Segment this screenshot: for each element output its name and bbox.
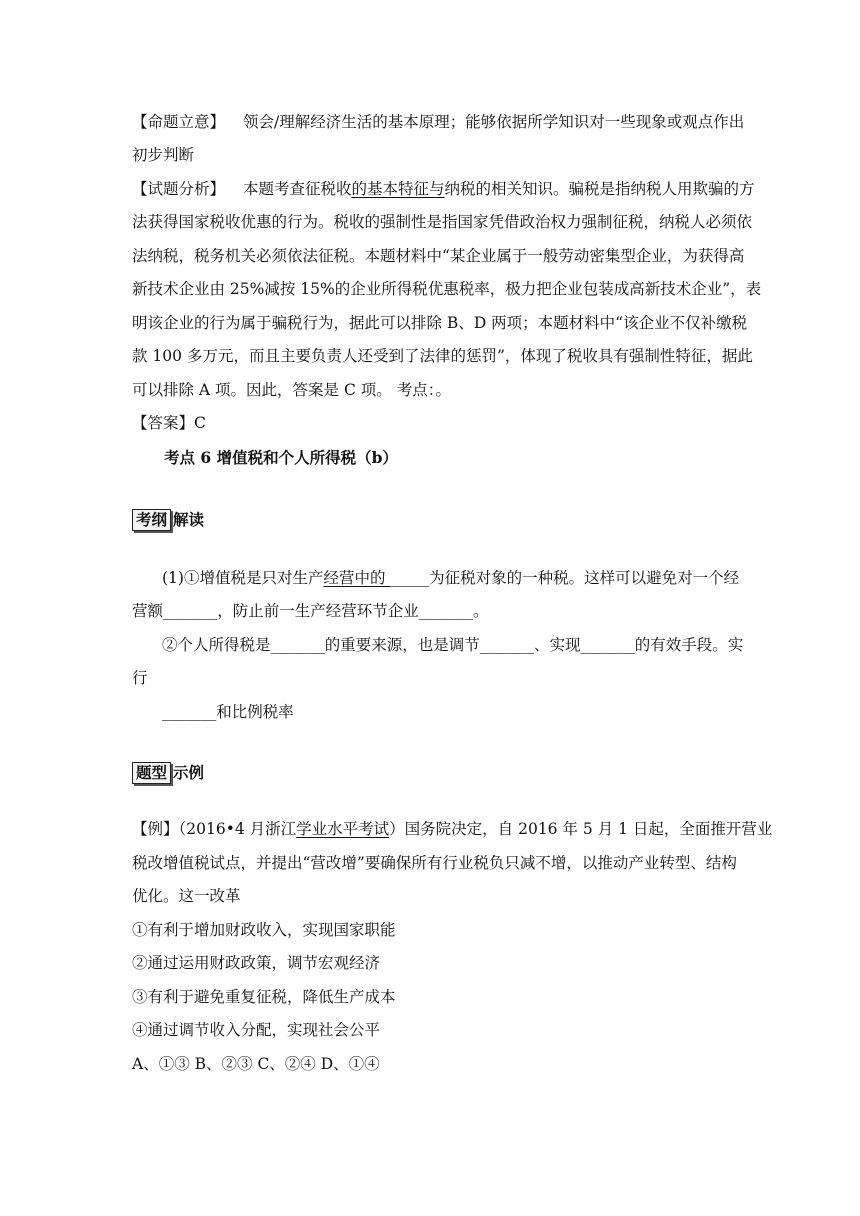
kaogang-line-4: 行 <box>132 669 148 687</box>
analysis-text-b: 纳税的相关知识。骗税是指纳税人用欺骗的方 <box>444 180 755 198</box>
analysis-line-2: 法获得国家税收优惠的行为。税收的强制性是指国家凭借政治权力强制征税，纳税人必须依 <box>132 213 753 231</box>
example-choices: A、①③ B、②③ C、②④ D、①④ <box>132 1055 380 1073</box>
analysis-line-6: 款 100 多万元，而且主要负责人还受到了法律的惩罚”，体现了税收具有强制性特征，据此 <box>132 347 753 365</box>
kaogang-line-3: ②个人所得税是_______的重要来源，也是调节_______、实现_______的有效手段。实 <box>162 636 744 654</box>
tixing-box-label: 题型 <box>132 762 171 784</box>
example-source-underlined: 学业水平考试 <box>296 820 390 838</box>
analysis-label: 【试题分析】 <box>132 180 226 198</box>
analysis-line-7: 可以排除 A 项。因此，答案是 C 项。 考点：。 <box>132 381 451 399</box>
example-option-4: ④通过调节收入分配，实现社会公平 <box>132 1021 381 1039</box>
kaogang-title <box>132 509 752 531</box>
kaogang-line-5: _______和比例税率 <box>162 703 294 721</box>
analysis-underlined: 的基本特征与 <box>351 180 445 198</box>
kaogang-line-2: 营额_______，防止前一生产经营环节企业_______。 <box>132 602 489 620</box>
kaogang-line-1 <box>162 568 782 588</box>
tixing-title-text: 示例 <box>173 763 205 782</box>
example-line-3: 优化。这一改革 <box>132 887 241 905</box>
example-option-1: ①有利于增加财政收入，实现国家职能 <box>132 921 396 939</box>
example-option-3: ③有利于避免重复征税，降低生产成本 <box>132 988 396 1006</box>
analysis-line-3: 法纳税，税务机关必须依法征税。本题材料中“某企业属于一般劳动密集型企业，为获得高 <box>132 247 745 265</box>
analysis-text-a: 本题考查征税收 <box>243 180 352 198</box>
example-source-b: ）国务院决定，自 2016 年 5 月 1 日起，全面推开营业 <box>389 820 773 838</box>
example-source-a: （2016•4 月浙江 <box>178 820 297 838</box>
intent-text: 领会/理解经济生活的基本原理；能够依据所学知识对一些现象或观点作出 <box>243 113 745 131</box>
kaogang-l1-a: (1)①增值税是只对生产 <box>162 569 324 587</box>
example-label: 【例】 <box>132 820 179 838</box>
analysis-line-1 <box>132 179 755 199</box>
intent-label: 【命题立意】 <box>132 113 226 131</box>
section-heading: 考点 6 增值税和个人所得税（b） <box>164 448 398 467</box>
example-line-2: 税改增值税试点，并提出“营改增”要确保所有行业税负只减不增，以推动产业转型、结构 <box>132 854 737 872</box>
analysis-line-4: 新技术企业由 25%减按 15%的企业所得税优惠税率，极力把企业包装成高新技术企业”，表 <box>132 280 762 298</box>
answer-line: 【答案】C <box>132 414 206 432</box>
intent-line <box>132 112 752 132</box>
kaogang-l1-b: _____为征税对象的一种税。这样可以避免对一个经 <box>390 569 740 587</box>
example-line-1 <box>132 819 773 839</box>
kaogang-l1-underlined: 经营中的 <box>323 569 391 587</box>
intent-continuation: 初步判断 <box>132 146 195 164</box>
analysis-line-5: 明该企业的行为属于骗税行为，据此可以排除 B、D 两项；本题材料中“该企业不仅补缴税 <box>132 314 748 332</box>
kaogang-box-label: 考纲 <box>132 509 171 531</box>
kaogang-title-text: 解读 <box>173 510 205 529</box>
tixing-title <box>132 762 752 784</box>
example-option-2: ②通过运用财政政策，调节宏观经济 <box>132 954 381 972</box>
